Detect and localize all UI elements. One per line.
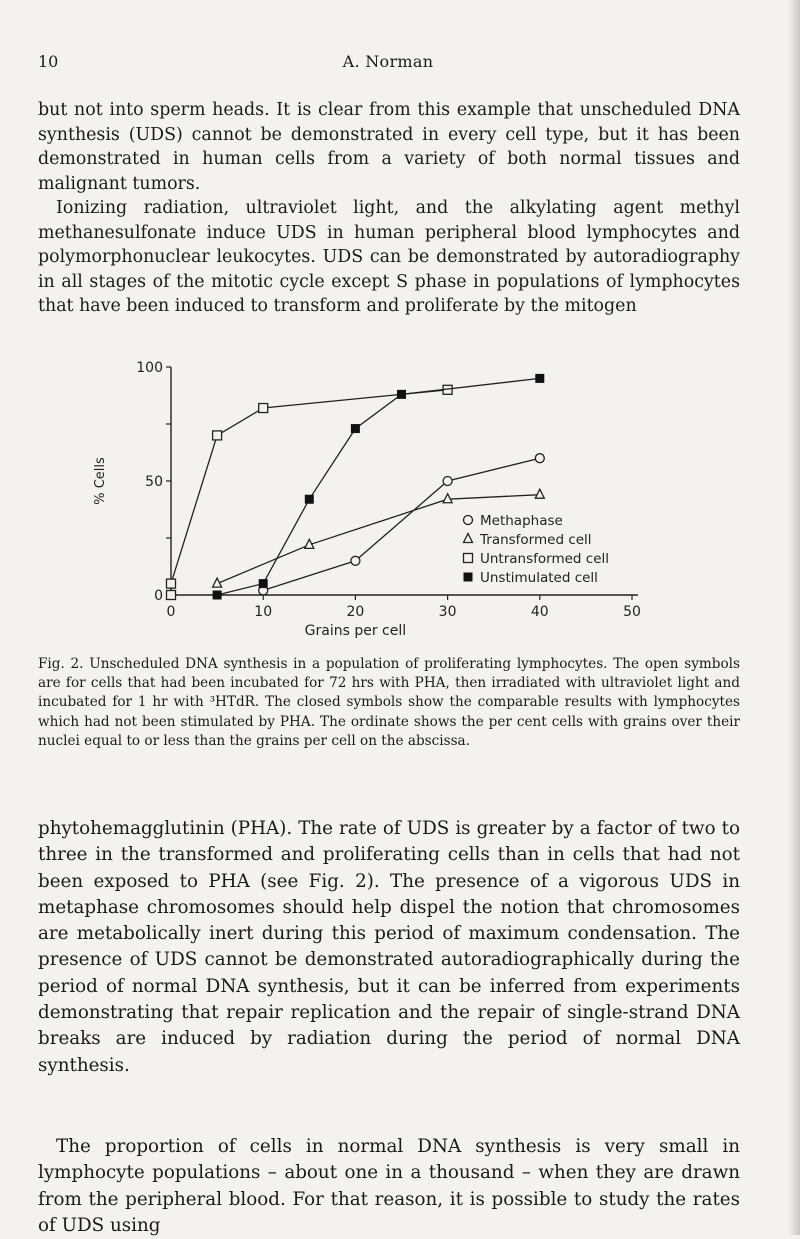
x-tick-label: 10 <box>254 604 273 620</box>
data-point-square-filled <box>213 591 222 600</box>
legend-marker-circle-open <box>464 516 473 525</box>
data-point-square-filled <box>259 579 268 588</box>
data-point-square-open <box>213 431 222 440</box>
data-point-triangle-open <box>535 489 544 498</box>
data-point-square-open <box>167 591 176 600</box>
x-axis-label: Grains per cell <box>304 623 407 639</box>
figure-caption: Fig. 2. Unscheduled DNA synthesis in a population of proliferating lymphocytes. The open symbols are for cells that had been incubated for 72 hrs with PHA, then irradiated with ultraviolet light and incubated for 1 hr with ³HTdR. The closed symbols show the comparable results with lymphocytes which had not been stimulated by PHA. The ordinate shows the per cent cells with grains over their nuclei equal to or less than the grains per cell on the abscissa. <box>38 656 740 749</box>
legend-marker-square-filled <box>464 573 473 582</box>
paragraph-4: The proportion of cells in normal DNA synthesis is very small in lymphocyte populations – about one in a thousand – when they are drawn from the peripheral blood. For that reason, it is possible to study the rates of UDS using <box>38 1136 740 1236</box>
x-tick-label: 40 <box>530 604 549 620</box>
legend-label: Methaphase <box>480 513 563 529</box>
data-point-square-filled <box>535 374 544 383</box>
running-head: A. Norman <box>342 52 434 71</box>
data-point-square-open <box>259 404 268 413</box>
y-tick-label: 100 <box>136 360 163 376</box>
data-point-square-filled <box>351 424 360 433</box>
data-point-circle-open <box>535 454 544 463</box>
legend-label: Transformed cell <box>480 532 592 548</box>
y-tick-label: 50 <box>145 474 163 490</box>
x-tick-label: 0 <box>166 604 176 620</box>
paragraph-3: phytohemagglutinin (PHA). The rate of UDS is greater by a factor of two to three in the transformed and proliferating cells than in cells that had not been exposed to PHA (see Fig. 2). The presence of a vigorous UDS in metaphase chromosomes should help dispel the notion that chromosomes are metabolically inert during this period of maximum condensation. The presence of UDS cannot be demonstrated autoradiographically during the period of normal DNA synthesis, but it can be inferred from experiments demonstrating that repair replication and the repair of single-strand DNA breaks are induced by radiation during the period of normal DNA synthesis. <box>38 818 740 1076</box>
legend-label: Unstimulated cell <box>480 570 598 586</box>
data-point-triangle-open <box>443 494 452 503</box>
data-point-square-open <box>167 579 176 588</box>
x-tick-label: 30 <box>438 604 457 620</box>
data-point-square-filled <box>305 495 314 504</box>
y-axis-label: % Cells <box>93 457 108 505</box>
legend-marker-triangle-open <box>464 534 473 543</box>
page-edge-shadow <box>788 0 800 1235</box>
x-tick-label: 50 <box>623 604 641 620</box>
data-point-circle-open <box>351 556 360 565</box>
paragraph-2: Ionizing radiation, ultraviolet light, and the alkylating agent methyl methanesulfonate induce UDS in human peripheral blood lymphocytes and polymorphonuclear leukocytes. UDS can be demonstrated by autoradiography in all stages of the mitotic cycle except S phase in populations of lymphocytes that have been induced to transform and proliferate by the mitogen <box>38 198 740 316</box>
figure-2 <box>90 350 740 650</box>
legend-label: Untransformed cell <box>480 551 610 567</box>
paragraph-1: but not into sperm heads. It is clear from this example that unscheduled DNA synthesis (UDS) cannot be demonstrated in every cell type, but it has been demonstrated in human cells from a variety of both normal tissues and malignant tumors. <box>38 100 740 194</box>
uds-chart <box>90 350 740 650</box>
page-number: 10 <box>38 52 59 71</box>
x-tick-label: 20 <box>346 604 365 620</box>
legend-marker-square-open <box>464 554 473 563</box>
data-point-circle-open <box>443 477 452 486</box>
y-tick-label: 0 <box>154 588 163 604</box>
data-point-square-filled <box>397 390 406 399</box>
page-header <box>38 52 738 76</box>
series-line-untransformed-cell <box>171 390 448 595</box>
